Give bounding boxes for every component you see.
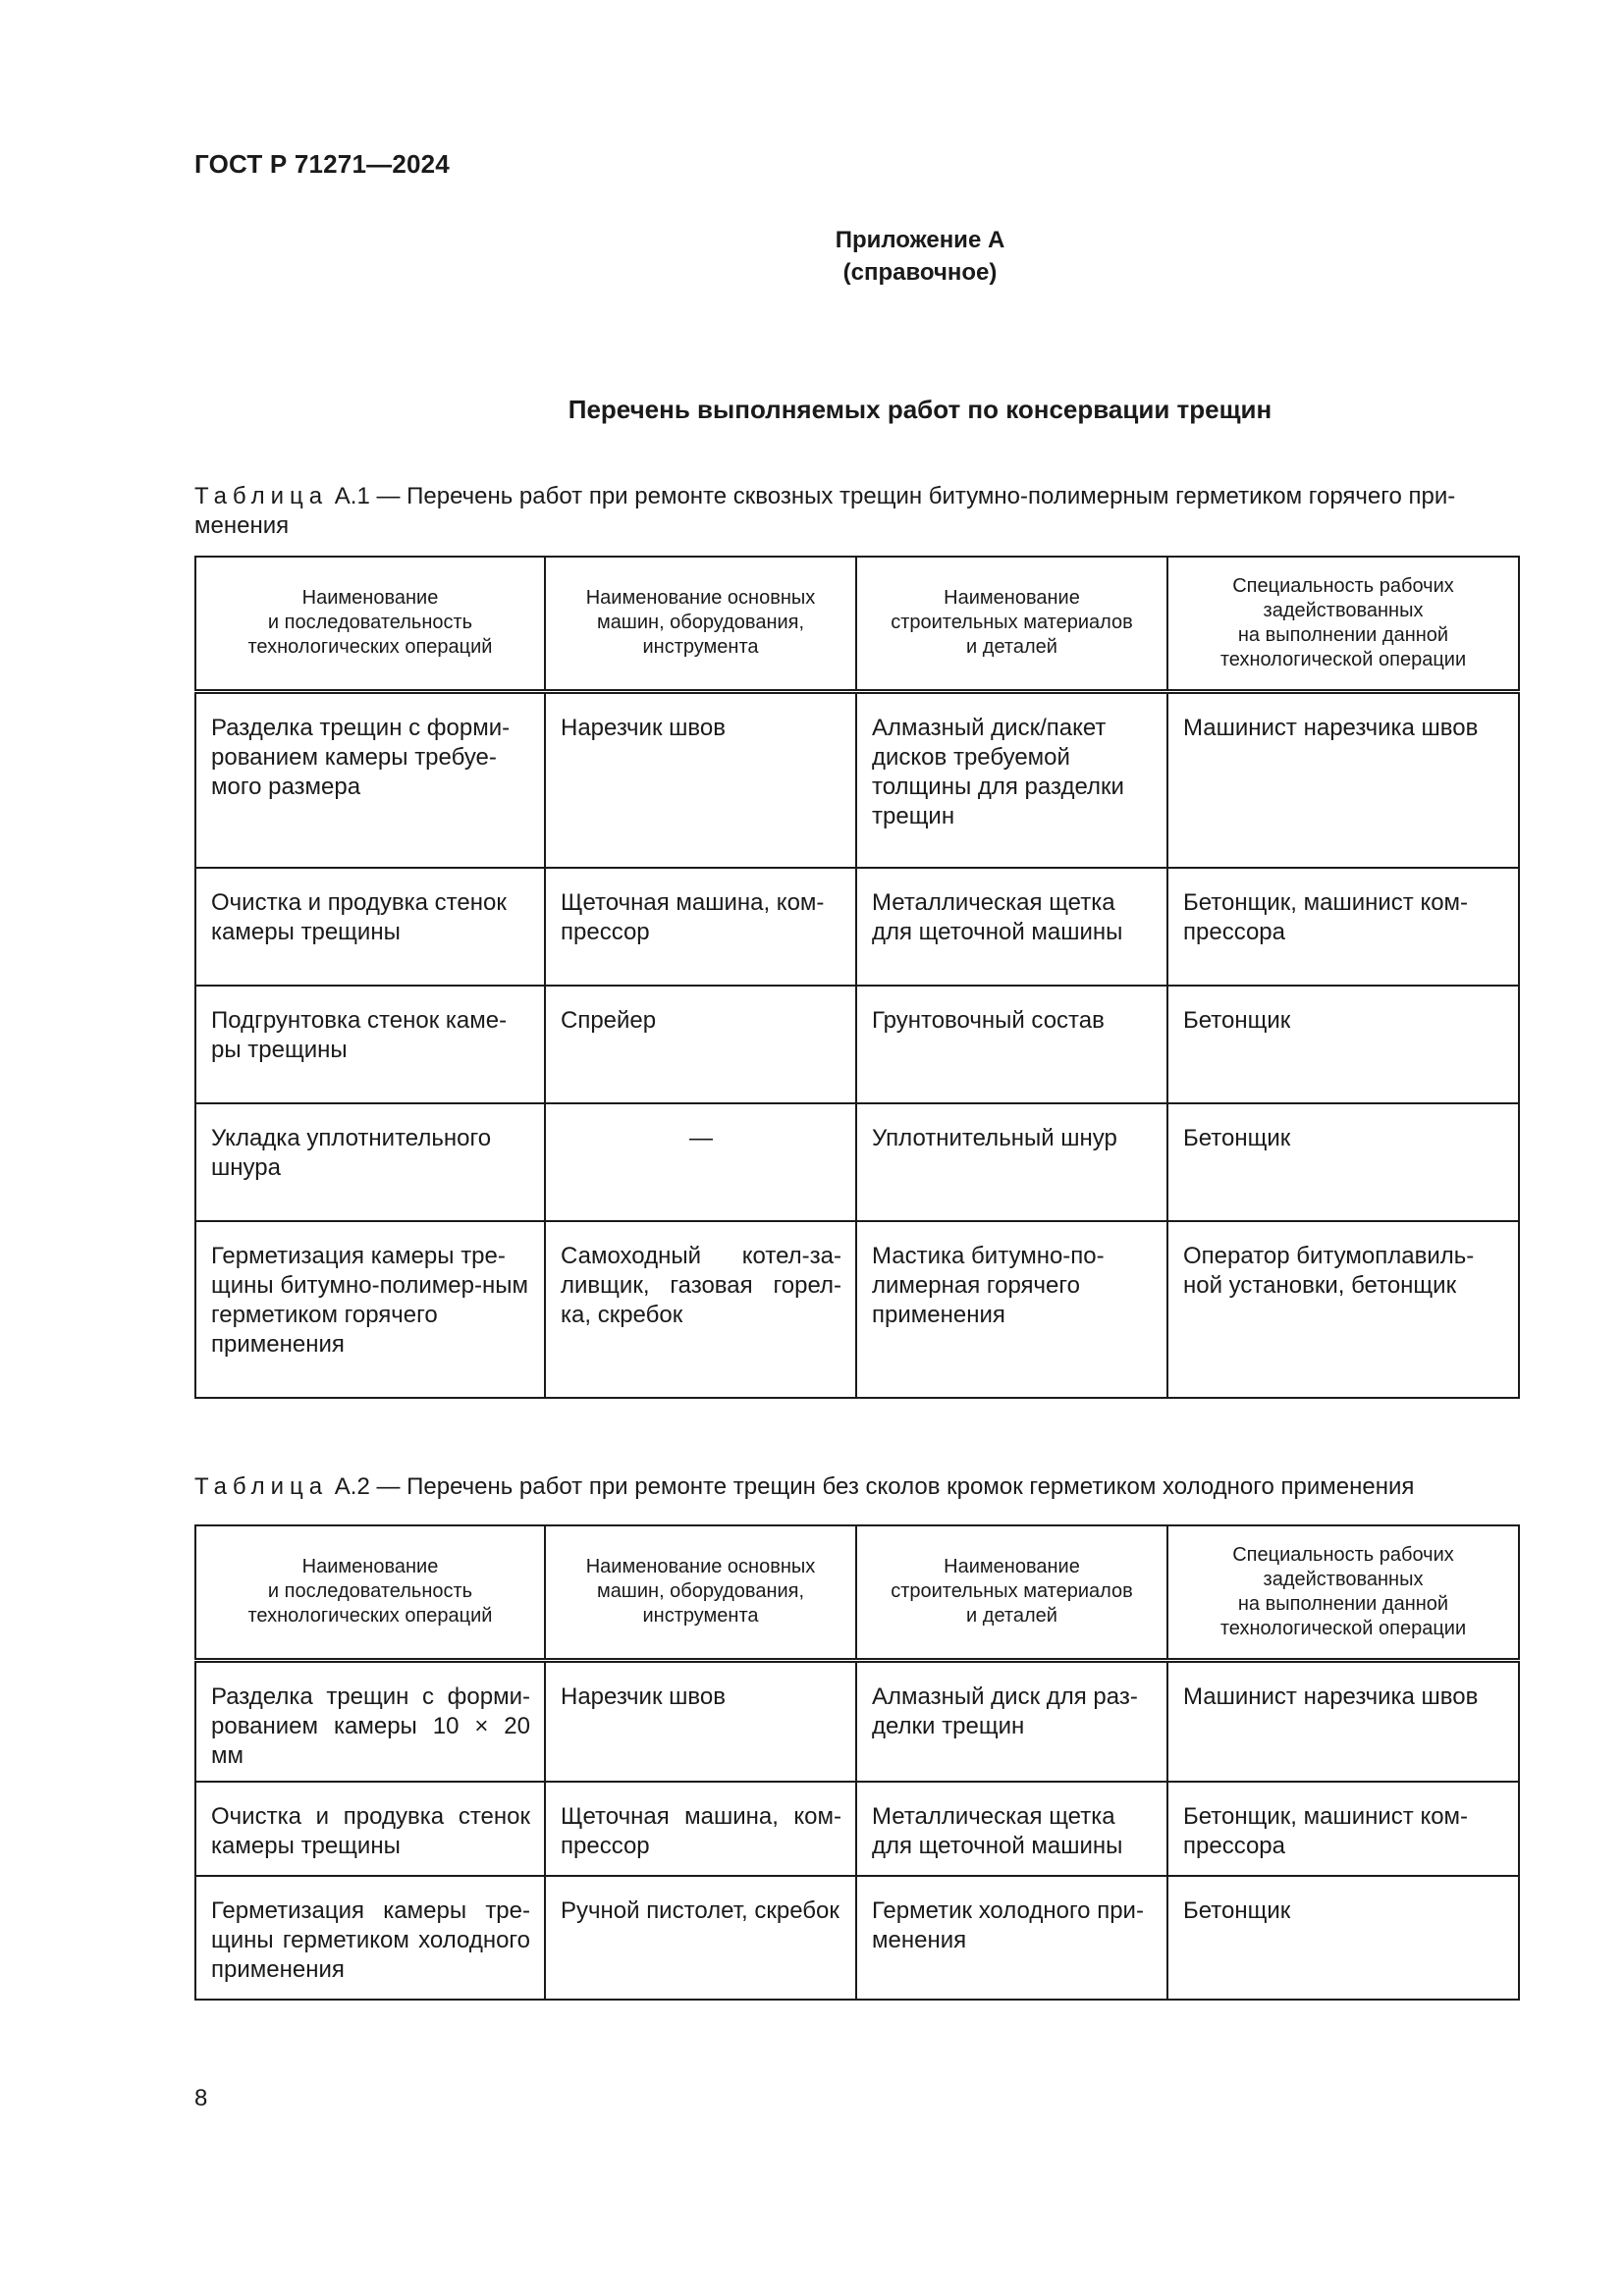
table-row [195, 1782, 1519, 1876]
table-cell: Бетонщик, машинист ком-прессора [1167, 1782, 1519, 1876]
table-header-row [195, 557, 1519, 691]
column-header-operations: Наименование и последовательность технологических операций [195, 557, 545, 691]
table-cell: Щеточная машина, ком-прессор [545, 868, 856, 986]
table-cell: Щеточная машина, ком-прессор [545, 1782, 856, 1876]
table-cell: Металлическая щетка для щеточной машины [856, 1782, 1167, 1876]
table-row [195, 1660, 1519, 1782]
table-cell: Герметизация камеры тре-щины герметиком холодного применения [195, 1876, 545, 2000]
table-label: Таблица [194, 483, 329, 509]
table-cell: Герметик холодного при-менения [856, 1876, 1167, 2000]
table-cell: Грунтовочный состав [856, 986, 1167, 1103]
column-header-operations: Наименование и последовательность технологических операций [195, 1525, 545, 1660]
table-caption-text: А.1 — Перечень работ при ремонте сквозных трещин битумно-полимерным герметиком горячего при-менения [194, 483, 1456, 539]
page-number: 8 [194, 2085, 208, 2111]
appendix-heading [0, 224, 1624, 289]
table-cell: Бетонщик [1167, 1103, 1519, 1221]
table-cell: Алмазный диск/пакет дисков требуемой толщины для разделки трещин [856, 691, 1167, 868]
column-header-machines: Наименование основных машин, оборудования, инструмента [545, 557, 856, 691]
table-cell: Очистка и продувка стенок камеры трещины [195, 1782, 545, 1876]
appendix-title: Приложение А [835, 227, 1005, 253]
table-caption-a1 [194, 482, 1516, 541]
table-cell: Бетонщик [1167, 986, 1519, 1103]
table-cell: Бетонщик, машинист ком-прессора [1167, 868, 1519, 986]
table-cell: Алмазный диск для раз-делки трещин [856, 1660, 1167, 1782]
table-cell: Подгрунтовка стенок каме-ры трещины [195, 986, 545, 1103]
table-row [195, 1103, 1519, 1221]
table-row [195, 691, 1519, 868]
column-header-machines: Наименование основных машин, оборудования, инструмента [545, 1525, 856, 1660]
column-header-workers: Специальность рабочих задействованных на выполнении данной технологической операции [1167, 557, 1519, 691]
table-cell: Укладка уплотнительного шнура [195, 1103, 545, 1221]
table-cell: Уплотнительный шнур [856, 1103, 1167, 1221]
table-cell: — [545, 1103, 856, 1221]
table-header-row [195, 1525, 1519, 1660]
column-header-materials: Наименование строительных материалов и деталей [856, 557, 1167, 691]
table-cell: Спрейер [545, 986, 856, 1103]
table-a1 [194, 556, 1520, 1399]
table-label: Таблица [194, 1473, 329, 1500]
table-cell: Разделка трещин с форми-рованием камеры требуе-мого размера [195, 691, 545, 868]
table-row [195, 986, 1519, 1103]
table-cell: Оператор битумоплавиль-ной установки, бетонщик [1167, 1221, 1519, 1398]
table-cell: Бетонщик [1167, 1876, 1519, 2000]
table-row [195, 868, 1519, 986]
table-caption-text: А.2 — Перечень работ при ремонте трещин без сколов кромок герметиком холодного применения [328, 1473, 1415, 1500]
table-row [195, 1221, 1519, 1398]
table-cell: Ручной пистолет, скребок [545, 1876, 856, 2000]
table-cell: Герметизация камеры тре-щины битумно-полимер-ным герметиком горячего применения [195, 1221, 545, 1398]
table-caption-a2 [194, 1472, 1516, 1502]
section-title: Перечень выполняемых работ по консервации трещин [568, 395, 1272, 424]
appendix-type: (справочное) [842, 259, 998, 286]
table-cell: Очистка и продувка стенок камеры трещины [195, 868, 545, 986]
column-header-workers: Специальность рабочих задействованных на выполнении данной технологической операции [1167, 1525, 1519, 1660]
table-cell: Металлическая щетка для щеточной машины [856, 868, 1167, 986]
table-row [195, 1876, 1519, 2000]
table-cell: Машинист нарезчика швов [1167, 1660, 1519, 1782]
standard-code: ГОСТ Р 71271—2024 [194, 149, 450, 179]
column-header-materials: Наименование строительных материалов и деталей [856, 1525, 1167, 1660]
table-cell: Разделка трещин с форми-рованием камеры 10 × 20 мм [195, 1660, 545, 1782]
table-cell: Самоходный котел-за-ливщик, газовая горел-ка, скребок [545, 1221, 856, 1398]
table-cell: Машинист нарезчика швов [1167, 691, 1519, 868]
table-cell: Нарезчик швов [545, 1660, 856, 1782]
table-cell: Нарезчик швов [545, 691, 856, 868]
table-cell: Мастика битумно-по-лимерная горячего применения [856, 1221, 1167, 1398]
table-a2 [194, 1524, 1520, 2001]
